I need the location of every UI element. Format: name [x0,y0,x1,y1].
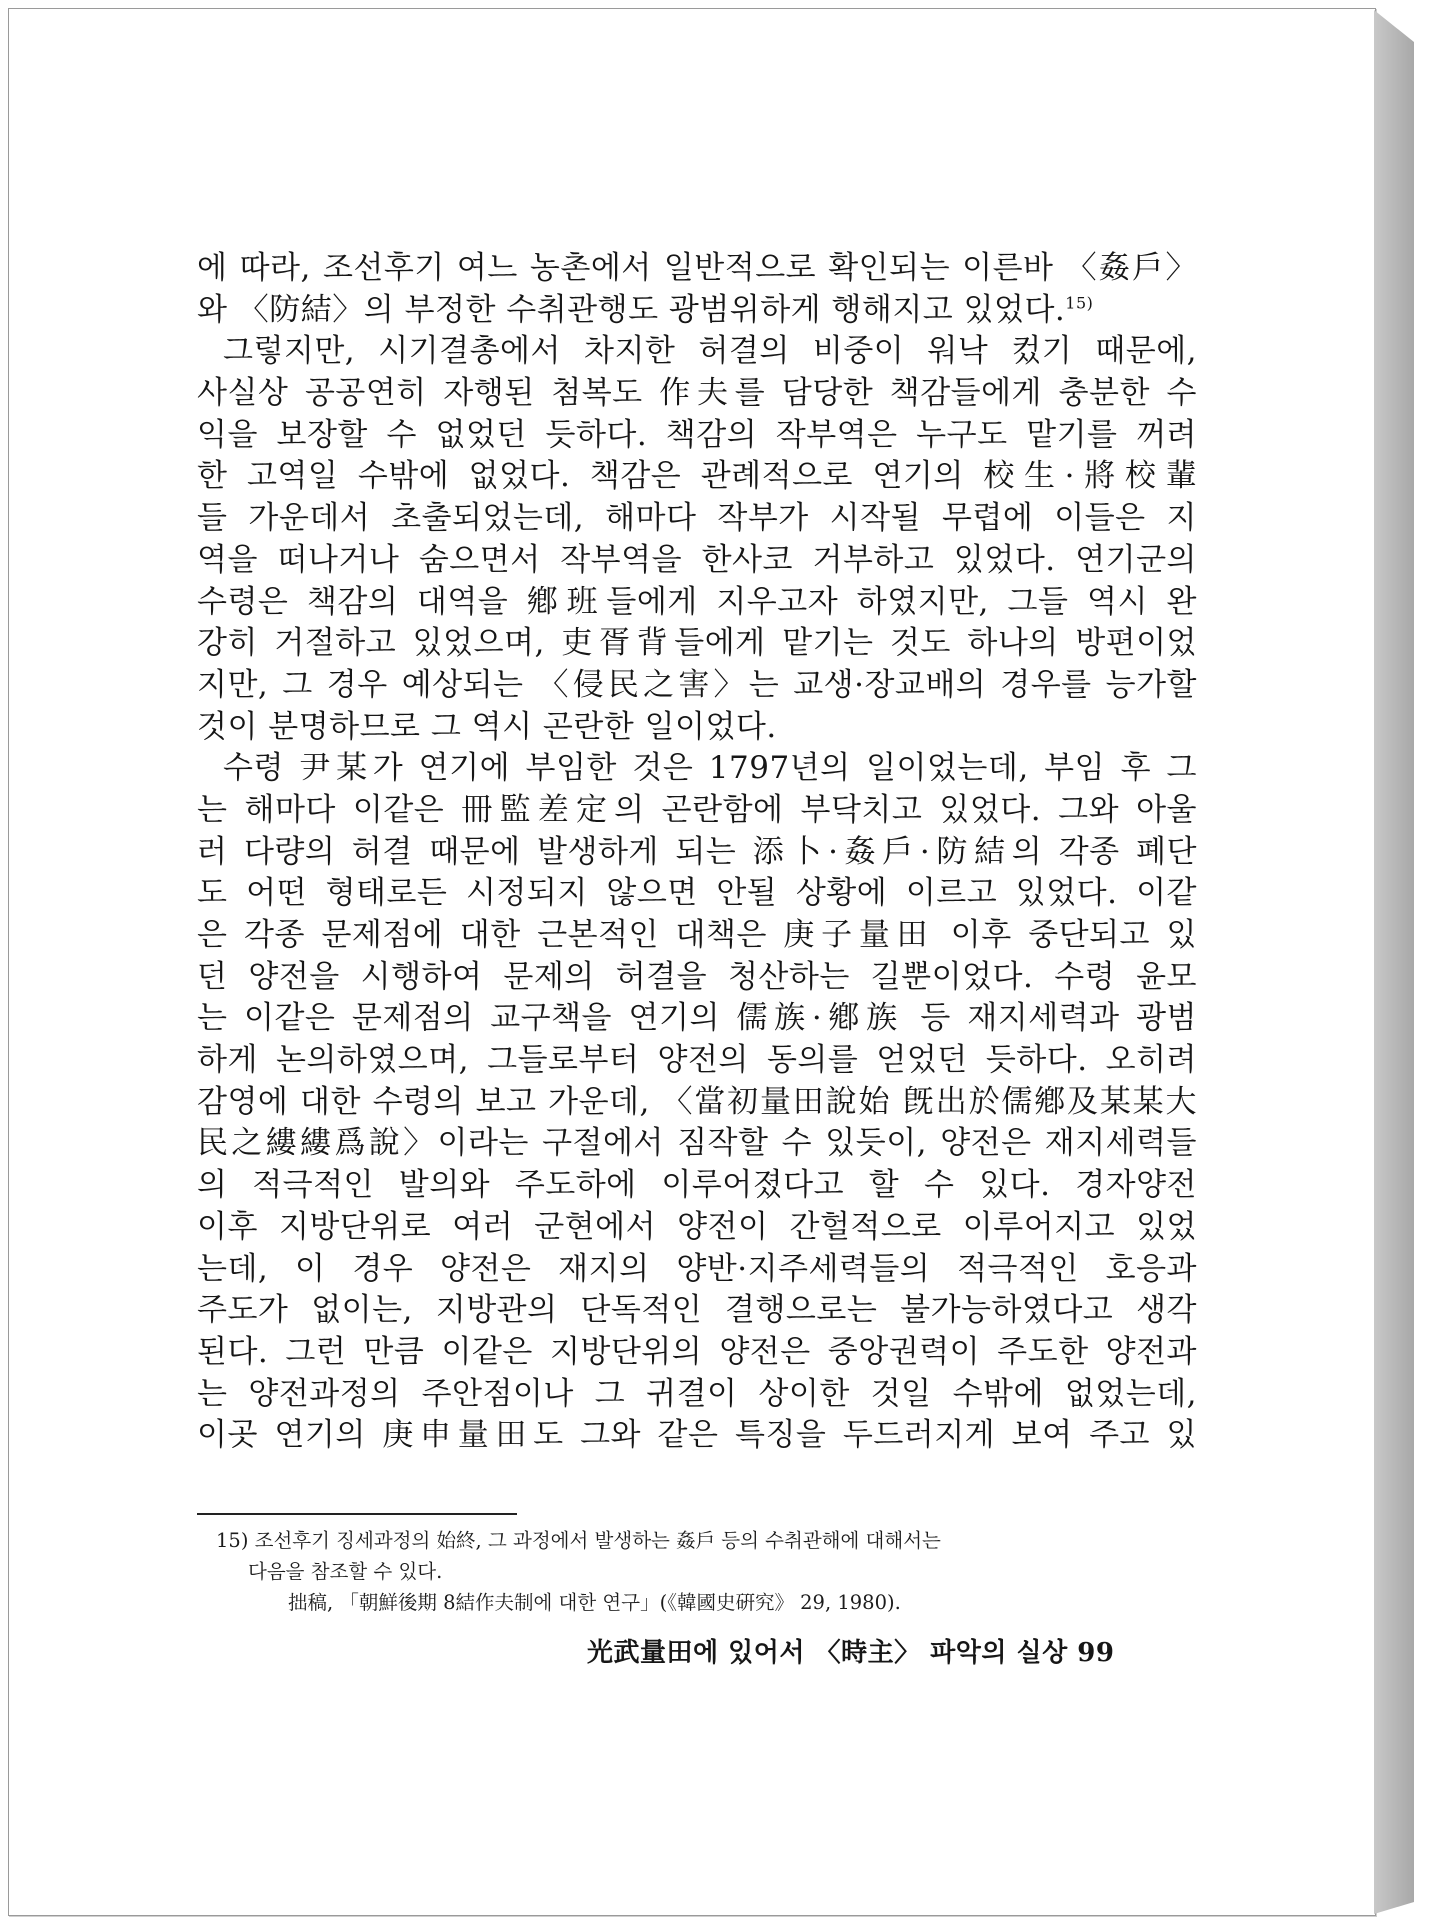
body-line: 된다. 그런 만큼 이같은 지방단위의 양전은 중앙권력이 주도한 양전과 [197,1333,1197,1370]
body-line: 익을 보장할 수 없었던 듯하다. 책감의 작부역은 누구도 맡기를 꺼려 [197,416,1197,453]
body-line-with-footnote [197,290,1197,332]
footnotes [216,1525,1161,1618]
body-line: 는데, 이 경우 양전은 재지의 양반·지주세력들의 적극적인 호응과 [197,1250,1197,1287]
body-line: 것이 분명하므로 그 역시 곤란한 일이었다. [197,708,777,745]
running-footer: 光武量田에 있어서 〈時主〉 파악의 실상 99 [587,1638,1115,1668]
footnote-line: 15) 조선후기 징세과정의 始終, 그 과정에서 발생하는 姦戶 등의 수취관해에 대해서는 [216,1529,941,1552]
footnote-reference: 拙稿, 「朝鮮後期 8結作夫制에 대한 연구」(《韓國史硏究》 29, 1980). [288,1591,901,1614]
body-line: 사실상 공공연히 자행된 첨복도 作夫를 담당한 책감들에게 충분한 수 [197,375,1197,412]
body-line: 러 다량의 허결 때문에 발생하게 되는 添卜·姦戶·防結의 각종 폐단 [197,833,1197,870]
body-line: 는 이같은 문제점의 교구책을 연기의 儒族·鄕族 등 재지세력과 광범 [197,1000,1197,1037]
body-line: 던 양전을 시행하여 문제의 허결을 청산하는 길뿐이었다. 수령 윤모 [197,958,1197,995]
body-text [197,248,1197,1457]
body-line: 수령 尹某가 연기에 부임한 것은 1797년의 일이었는데, 부임 후 그 [223,750,1197,787]
body-line: 들 가운데서 초출되었는데, 해마다 작부가 시작될 무렵에 이들은 지 [197,500,1197,537]
body-line: 그렇지만, 시기결총에서 차지한 허결의 비중이 워낙 컸기 때문에, [223,333,1197,370]
body-line: 강히 거절하고 있었으며, 吏胥背들에게 맡기는 것도 하나의 방편이었 [197,625,1197,662]
footnote-divider [197,1513,517,1515]
body-line: 한 고역일 수밖에 없었다. 책감은 관례적으로 연기의 校生·將校輩 [197,458,1197,495]
body-line: 이후 지방단위로 여러 군현에서 양전이 간헐적으로 이루어지고 있었 [197,1208,1197,1245]
body-line: 역을 떠나거나 숨으면서 작부역을 한사코 거부하고 있었다. 연기군의 [197,541,1197,578]
body-line: 지만, 그 경우 예상되는 〈侵民之害〉는 교생·장교배의 경우를 능가할 [197,666,1197,703]
body-line: 는 해마다 이같은 冊監差定의 곤란함에 부닥치고 있었다. 그와 아울 [197,791,1197,828]
body-line: 은 각종 문제점에 대한 근본적인 대책은 庚子量田 이후 중단되고 있 [197,917,1197,953]
body-line: 에 따라, 조선후기 여느 농촌에서 일반적으로 확인되는 이른바 〈姦戶〉 [197,250,1197,286]
body-line: 는 양전과정의 주안점이나 그 귀결이 상이한 것일 수밖에 없었는데, [197,1375,1197,1412]
body-line: 감영에 대한 수령의 보고 가운데, 〈當初量田說始 旣出於儒鄕及某某大 [197,1083,1197,1120]
body-line: 수령은 책감의 대역을 鄕班들에게 지우고자 하였지만, 그들 역시 완 [197,583,1197,620]
footnote-line: 다음을 참조할 수 있다. [248,1560,443,1583]
body-line: 주도가 없이는, 지방관의 단독적인 결행으로는 불가능하였다고 생각 [197,1292,1197,1329]
body-line: 民之縷縷爲說〉이라는 구절에서 짐작할 수 있듯이, 양전은 재지세력들 [197,1125,1197,1162]
page-edge [1374,10,1414,1914]
body-line: 도 어떤 형태로든 시정되지 않으면 안될 상황에 이르고 있었다. 이같 [197,875,1197,912]
body-line: 의 적극적인 발의와 주도하에 이루어졌다고 할 수 있다. 경자양전 [197,1167,1197,1204]
footnote-marker: 15) [1065,293,1094,313]
body-line: 이곳 연기의 庚申量田도 그와 같은 특징을 두드러지게 보여 주고 있 [197,1417,1197,1454]
body-line: 하게 논의하였으며, 그들로부터 양전의 동의를 얻었던 듯하다. 오히려 [197,1042,1197,1079]
body-line: 와 〈防結〉의 부정한 수취관행도 광범위하게 행해지고 있었다. [197,291,1066,328]
